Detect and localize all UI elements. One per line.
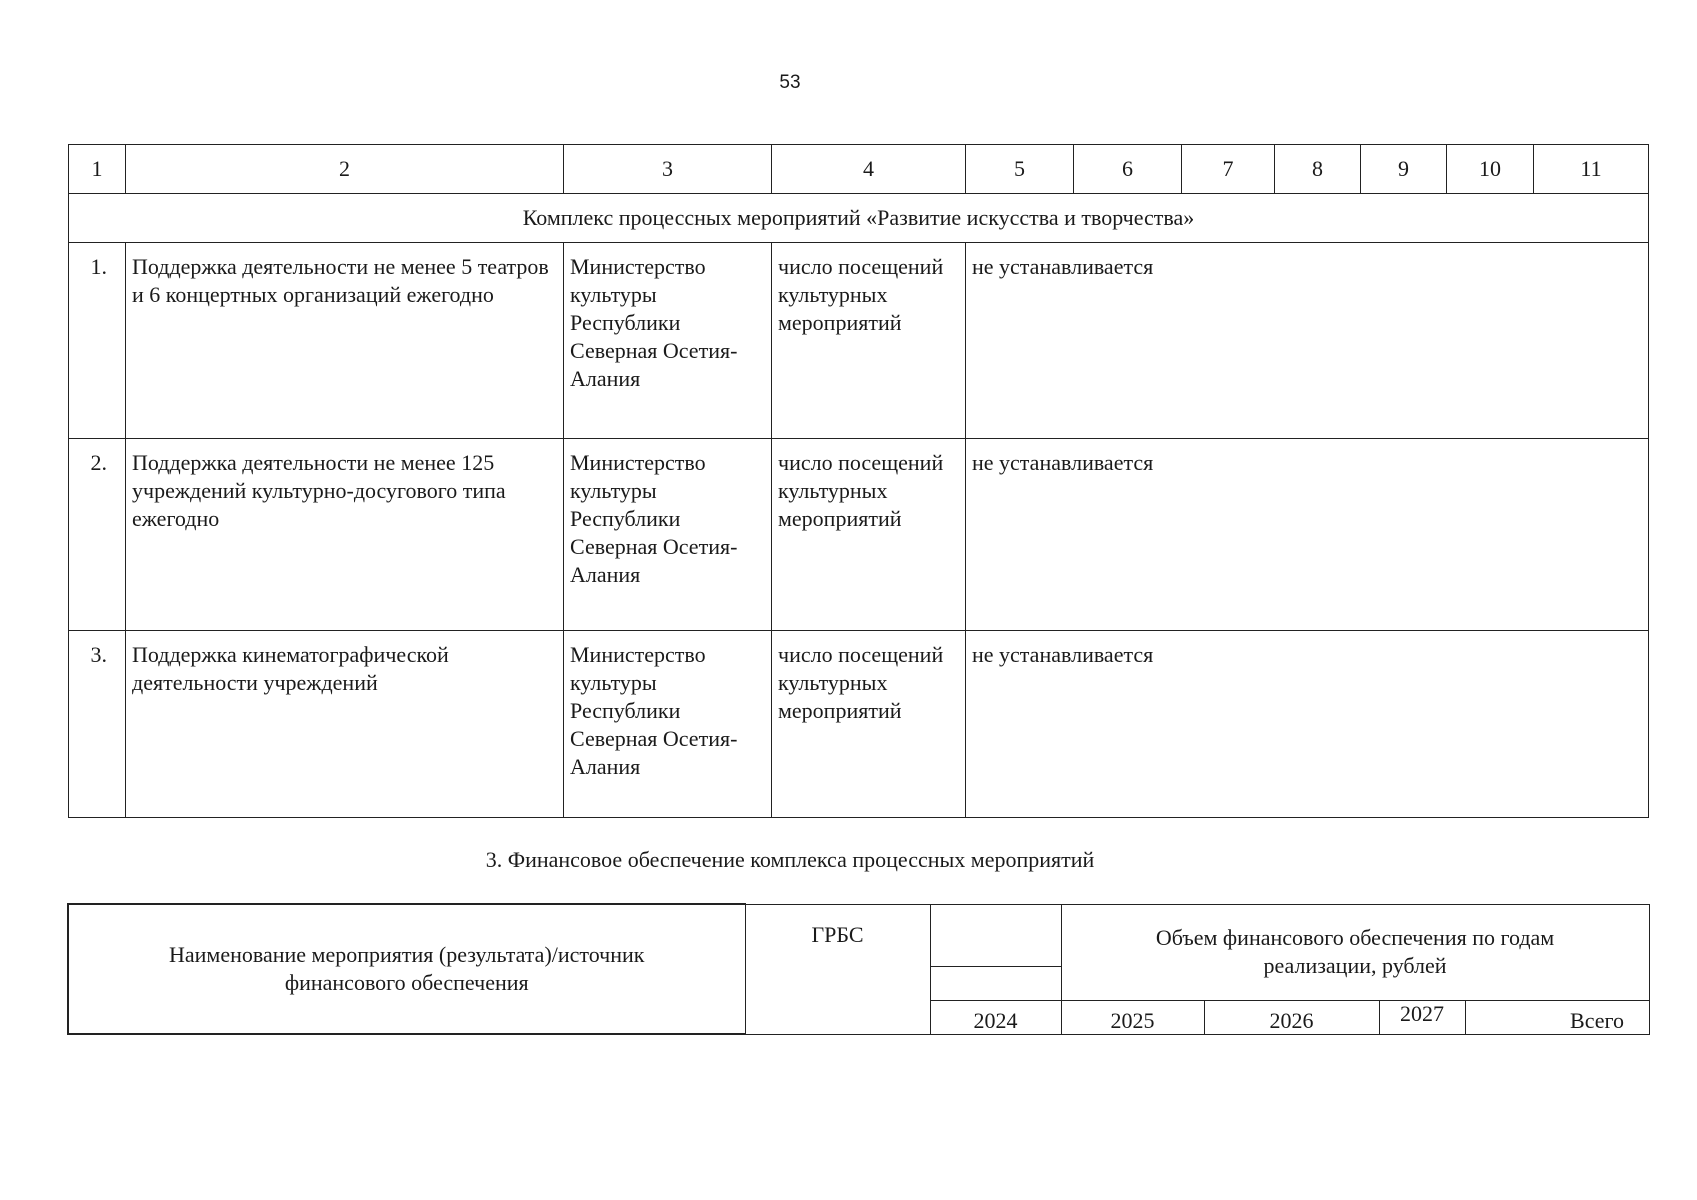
year-header: 2025 bbox=[1061, 1000, 1204, 1034]
column-number: 2 bbox=[126, 145, 564, 194]
total-header: Всего bbox=[1465, 1000, 1649, 1034]
row-number: 3. bbox=[69, 631, 126, 818]
measure-name: Поддержка деятельности не менее 125 учреждений культурно-досугового типа ежегодно bbox=[126, 439, 564, 631]
year-header: 2026 bbox=[1204, 1000, 1379, 1034]
table-row bbox=[69, 243, 1649, 439]
table-row bbox=[69, 439, 1649, 631]
finance-section-heading: 3. Финансовое обеспечение комплекса процессных мероприятий bbox=[485, 847, 1095, 872]
column-number: 4 bbox=[772, 145, 966, 194]
column-number: 1 bbox=[69, 145, 126, 194]
indicator-name: число посещений культурных мероприятий bbox=[772, 439, 966, 631]
column-number: 6 bbox=[1074, 145, 1182, 194]
row-number: 1. bbox=[69, 243, 126, 439]
grbs-header: ГРБС bbox=[745, 904, 930, 1034]
responsible-executor: Министерство культуры Республики Северная Осетия-Алания bbox=[564, 243, 772, 439]
measure-name: Поддержка деятельности не менее 5 театров и 6 концертных организаций ежегодно bbox=[126, 243, 564, 439]
page-number: 53 bbox=[779, 72, 801, 93]
year-header: 2027 bbox=[1379, 1000, 1465, 1034]
table-row bbox=[69, 631, 1649, 818]
volume-header: Объем финансового обеспечения по годам реализации, рублей bbox=[1061, 904, 1649, 1000]
column-number: 10 bbox=[1447, 145, 1534, 194]
year-header: 2024 bbox=[930, 1000, 1061, 1034]
indicator-values: не устанавливается bbox=[966, 243, 1649, 439]
column-number: 8 bbox=[1275, 145, 1361, 194]
responsible-executor: Министерство культуры Республики Северная Осетия-Алания bbox=[564, 439, 772, 631]
column-number: 11 bbox=[1534, 145, 1649, 194]
column-number: 7 bbox=[1182, 145, 1275, 194]
column-number: 9 bbox=[1361, 145, 1447, 194]
section-title-row bbox=[69, 194, 1649, 243]
process-measures-table bbox=[68, 144, 1649, 818]
empty-header-cell bbox=[930, 904, 1061, 966]
empty-header-cell bbox=[930, 966, 1061, 1000]
indicator-name: число посещений культурных мероприятий bbox=[772, 243, 966, 439]
column-number: 3 bbox=[564, 145, 772, 194]
indicator-values: не устанавливается bbox=[966, 631, 1649, 818]
indicator-values: не устанавливается bbox=[966, 439, 1649, 631]
row-number: 2. bbox=[69, 439, 126, 631]
measure-name-header: Наименование мероприятия (результата)/источник финансового обеспечения bbox=[68, 904, 745, 1034]
measure-name: Поддержка кинематографической деятельности учреждений bbox=[126, 631, 564, 818]
column-number: 5 bbox=[966, 145, 1074, 194]
responsible-executor: Министерство культуры Республики Северная Осетия-Алания bbox=[564, 631, 772, 818]
indicator-name: число посещений культурных мероприятий bbox=[772, 631, 966, 818]
finance-table bbox=[67, 903, 1650, 1035]
section-title: Комплекс процессных мероприятий «Развитие искусства и творчества» bbox=[69, 194, 1649, 243]
column-number-row bbox=[69, 145, 1649, 194]
